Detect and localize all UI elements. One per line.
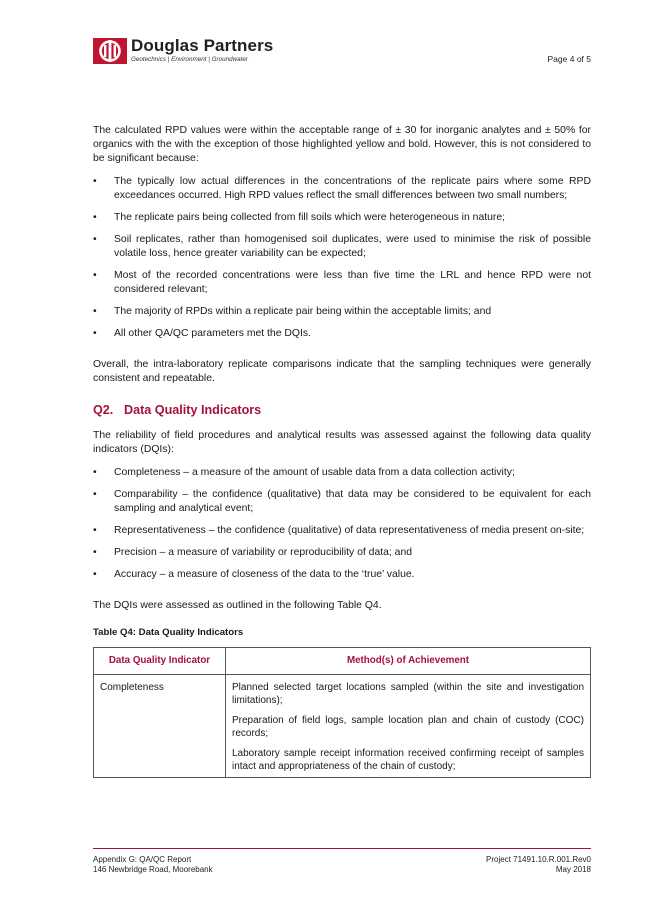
table-header-row	[94, 648, 591, 675]
bullet-icon: •	[93, 547, 97, 558]
intro-paragraph: The calculated RPD values were within the acceptable range of ± 30 for inorganic analytes and ± 50% for organics with the with the exception of those highlighted yellow and bold. However, this is not considered to be significant because:	[93, 125, 591, 164]
bullet-icon: •	[93, 212, 97, 223]
bullet-icon: •	[93, 306, 97, 317]
footer-left	[93, 855, 213, 875]
footer-report-title: Appendix G: QA/QC Report	[93, 855, 192, 864]
bullet-icon: •	[93, 328, 97, 339]
table-caption: Table Q4: Data Quality Indicators	[93, 627, 244, 638]
list-item: • The replicate pairs being collected from fill soils which were heterogeneous in nature;	[93, 212, 506, 223]
dqi-intro-paragraph: The reliability of field procedures and analytical results was assessed against the following data quality indicators (DQIs):	[93, 430, 591, 455]
list-item: • All other QA/QC parameters met the DQIs.	[93, 328, 311, 339]
dqi-list	[93, 466, 591, 582]
bullet-icon: •	[93, 489, 97, 500]
table-row	[94, 674, 591, 777]
company-name: Douglas Partners	[131, 36, 274, 55]
list-item: • The majority of RPDs within a replicate pair being within the acceptable limits; and	[93, 306, 492, 317]
reasons-list	[93, 175, 591, 341]
bullet-icon: •	[93, 176, 97, 187]
list-item: • Comparability – the confidence (qualitative) that data may be considered to be equivalent for each sampling and analytical event;	[93, 489, 591, 514]
bullet-icon: •	[93, 234, 97, 245]
footer-address: 146 Newbridge Road, Moorebank	[93, 865, 213, 874]
method-cell	[226, 674, 591, 777]
footer-right	[486, 855, 591, 875]
list-item: • Most of the recorded concentrations were less than five time the LRL and hence RPD were not considered relevant;	[93, 270, 591, 295]
table-header-indicator: Data Quality Indicator	[94, 648, 226, 675]
indicator-cell: Completeness	[94, 674, 226, 777]
bullet-icon: •	[93, 270, 97, 281]
footer-project-number: Project 71491.10.R.001.Rev0	[486, 855, 591, 864]
list-item: • The typically low actual differences in the concentrations of the replicate pairs where some RPD exceedances occurred. High RPD values reflect the small differences between two small numbers;	[93, 176, 591, 201]
document-body	[93, 124, 591, 778]
list-item: • Representativeness – the confidence (qualitative) of data representativeness of media present on-site;	[93, 525, 585, 536]
company-tagline: Geotechnics | Environment | Groundwater	[131, 56, 249, 63]
list-item: • Accuracy – a measure of closeness of the data to the ‘true’ value.	[93, 569, 415, 580]
list-item: • Completeness – a measure of the amount of usable data from a data collection activity;	[93, 467, 515, 478]
overall-paragraph: Overall, the intra-laboratory replicate comparisons indicate that the sampling techniques were generally consistent and repeatable.	[93, 359, 591, 384]
page-number: Page 4 of 5	[547, 54, 591, 64]
method-item: Preparation of field logs, sample location plan and chain of custody (COC) records;	[232, 714, 584, 739]
dqi-table	[93, 647, 591, 778]
method-item: Planned selected target locations sampled (within the site and investigation limitations);	[232, 681, 584, 706]
page-header	[93, 38, 593, 68]
table-header-method: Method(s) of Achievement	[226, 648, 591, 675]
bullet-icon: •	[93, 525, 97, 536]
list-item: • Soil replicates, rather than homogenised soil duplicates, were used to minimise the risk of possible volatile loss, hence greater variability can be expected;	[93, 234, 591, 259]
douglas-partners-logo-icon	[93, 38, 127, 69]
dqi-outro-paragraph: The DQIs were assessed as outlined in the following Table Q4.	[93, 600, 382, 611]
page-footer	[93, 848, 591, 874]
footer-date: May 2018	[555, 865, 591, 874]
section-heading: Q2. Data Quality Indicators	[93, 403, 262, 417]
bullet-icon: •	[93, 467, 97, 478]
list-item: • Precision – a measure of variability or reproducibility of data; and	[93, 547, 413, 558]
bullet-icon: •	[93, 569, 97, 580]
method-item: Laboratory sample receipt information received confirming receipt of samples intact and appropriateness of the chain of custody;	[232, 747, 584, 772]
